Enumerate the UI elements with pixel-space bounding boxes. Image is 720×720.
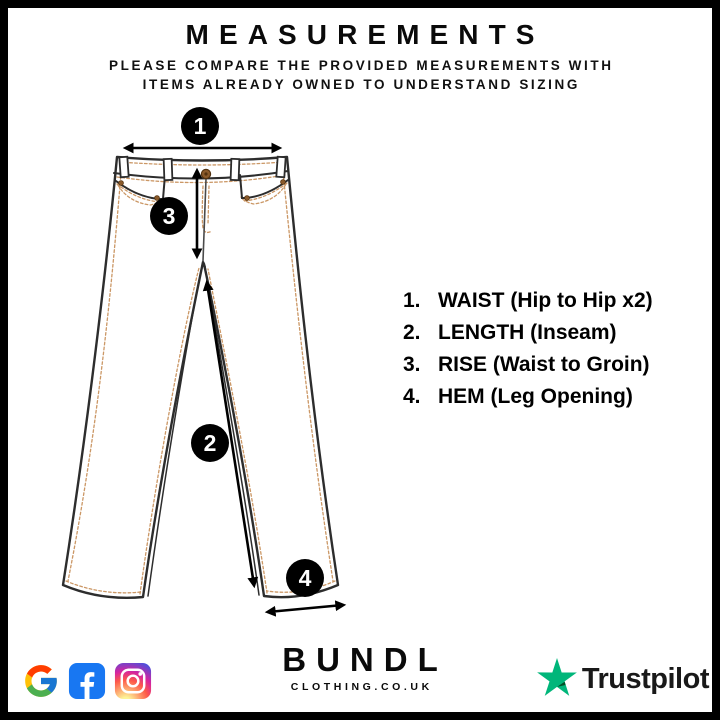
google-icon [22,662,60,700]
brand-logo [272,643,447,693]
measure-badge-hem: 4 [286,559,324,597]
legend-item-length [403,317,653,349]
legend-item-waist [403,285,653,317]
legend-label: WAIST (Hip to Hip x2) [438,289,653,312]
legend-item-hem [403,381,653,413]
measure-badge-rise: 3 [150,197,188,235]
hem-arrow [268,605,343,612]
trustpilot-logo [537,658,709,701]
legend-number: 1. [403,289,421,312]
brand-wordmark: BUNDL [282,641,448,678]
legend-label: LENGTH (Inseam) [438,321,617,344]
subtitle-line-1: PLEASE COMPARE THE PROVIDED MEASUREMENTS WITH [109,58,614,73]
instagram-icon [114,662,152,700]
measure-badge-length: 2 [191,424,229,462]
social-icons [22,662,152,700]
legend-number: 3. [403,353,421,376]
legend-label: HEM (Leg Opening) [438,385,633,408]
legend-number: 2. [403,321,421,344]
measure-badge-waist: 1 [181,107,219,145]
measurement-legend [403,285,653,413]
trustpilot-wordmark: Trustpilot [581,663,709,695]
subtitle-line-2: ITEMS ALREADY OWNED TO UNDERSTAND SIZING [142,77,580,92]
legend-number: 4. [403,385,421,408]
trustpilot-star-icon [537,658,577,701]
brand-domain: CLOTHING.CO.UK [290,681,433,693]
jeans-silhouette [63,157,338,598]
facebook-icon [68,662,106,700]
page-title: MEASUREMENTS [185,19,545,50]
legend-item-rise [403,349,653,381]
legend-label: RISE (Waist to Groin) [438,353,650,376]
